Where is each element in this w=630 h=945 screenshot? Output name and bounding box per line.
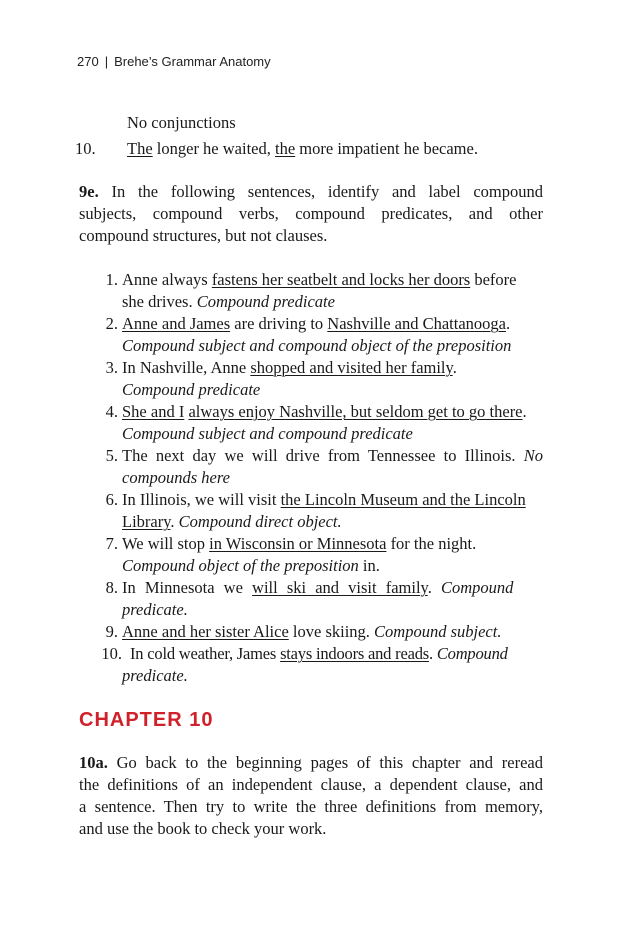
list-item: Anne always fastens her seatbelt and locks her doors before (122, 270, 517, 289)
list-item-number: 2. (105, 314, 118, 333)
no-conjunctions-text: No conjunctions (127, 113, 236, 132)
list-item: In Illinois, we will visit the Lincoln Museum and the Lincoln (122, 490, 526, 509)
list-item: In cold weather, James stays indoors and reads. Compound (130, 644, 508, 663)
list-item-number: 5. (105, 446, 118, 465)
chapter-heading: CHAPTER 10 (79, 709, 214, 731)
running-header (77, 54, 271, 69)
exercise-label: 9e. (79, 182, 99, 201)
item-number: 10. (75, 139, 96, 158)
list-item-continuation: compounds here (122, 468, 230, 487)
list-item: The next day we will drive from Tennessee to Illinois. No (122, 446, 543, 465)
list-item-continuation: predicate. (122, 666, 188, 685)
list-item: In Minnesota we will ski and visit family. Compound (122, 578, 514, 597)
exercise-9e-line-1: 9e. In the following sentences, identify and label compound (79, 182, 543, 201)
list-item-continuation: Library. Compound direct object. (122, 512, 342, 531)
exercise-10a-line-3: a sentence. Then try to write the three definitions from memory, (79, 797, 543, 816)
list-item: Anne and James are driving to Nashville and Chattanooga. (122, 314, 511, 333)
list-item-number: 10. (101, 644, 122, 663)
exercise-10a-line-2: the definitions of an independent clause, a dependent clause, and (79, 775, 543, 794)
header-separator: | (104, 54, 109, 69)
exercise-label: 10a. (79, 753, 108, 772)
sentence-10-previous: The longer he waited, the more impatient he became. (127, 139, 478, 158)
exercise-10a-line-1: 10a. Go back to the beginning pages of this chapter and reread (79, 753, 543, 772)
list-item-number: 1. (105, 270, 118, 289)
list-item-number: 8. (105, 578, 118, 597)
list-item-continuation: she drives. Compound predicate (122, 292, 335, 311)
list-item-number: 6. (105, 490, 118, 509)
list-item-number: 4. (105, 402, 118, 421)
underlined-word: The (127, 139, 153, 158)
list-item-number: 3. (105, 358, 118, 377)
list-item: We will stop in Wisconsin or Minnesota for the night. (122, 534, 477, 553)
exercise-9e-line-3: compound structures, but not clauses. (79, 226, 328, 245)
exercise-10a-line-4: and use the book to check your work. (79, 819, 327, 838)
list-item: Anne and her sister Alice love skiing. Compound subject. (122, 622, 502, 641)
list-item-continuation: Compound object of the preposition in. (122, 556, 380, 575)
list-item: She and I always enjoy Nashville, but seldom get to go there. (122, 402, 527, 421)
exercise-9e-line-2: subjects, compound verbs, compound predicates, and other (79, 204, 543, 223)
list-item-number: 7. (105, 534, 118, 553)
list-item-continuation: Compound subject and compound object of the preposition (122, 336, 512, 355)
page-number: 270 (77, 54, 99, 69)
list-item: In Nashville, Anne shopped and visited her family. (122, 358, 457, 377)
underlined-word: the (275, 139, 296, 158)
list-item-continuation: Compound subject and compound predicate (122, 424, 413, 443)
list-item-number: 9. (105, 622, 118, 641)
list-item-continuation: predicate. (122, 600, 188, 619)
list-item-continuation: Compound predicate (122, 380, 261, 399)
book-title: Brehe’s Grammar Anatomy (114, 54, 271, 69)
